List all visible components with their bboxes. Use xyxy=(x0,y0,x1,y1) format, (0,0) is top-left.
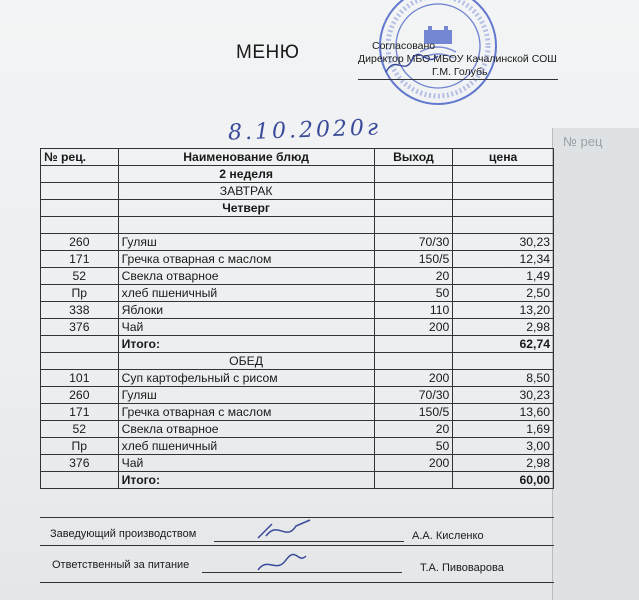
table-row xyxy=(41,455,554,472)
table-row xyxy=(41,404,554,421)
responsible-label: Ответственный за питание xyxy=(52,559,190,571)
recipe-code: Пр xyxy=(41,438,119,455)
dish-output: 150/5 xyxy=(374,404,453,421)
dish-name: Чай xyxy=(118,319,374,336)
dish-name: Яблоки xyxy=(118,302,374,319)
col-header-code: № рец. xyxy=(41,149,119,166)
recipe-code: 338 xyxy=(41,302,119,319)
dish-output: 200 xyxy=(374,370,453,387)
manager-label: Заведующий производством xyxy=(50,528,197,540)
recipe-code: Пр xyxy=(41,285,119,302)
meal-lunch-label: ОБЕД xyxy=(118,353,374,370)
week-row xyxy=(41,166,554,183)
recipe-code: 171 xyxy=(41,404,119,421)
recipe-code: 260 xyxy=(41,387,119,404)
breakfast-total-value: 62,74 xyxy=(453,336,554,353)
table-row xyxy=(41,268,554,285)
dish-price: 13,20 xyxy=(453,302,554,319)
recipe-code: 376 xyxy=(41,319,119,336)
table-row xyxy=(41,251,554,268)
dish-price: 1,69 xyxy=(453,421,554,438)
table-row xyxy=(41,438,554,455)
lunch-total-value: 60,00 xyxy=(453,472,554,489)
breakfast-total-label: Итого: xyxy=(118,336,374,353)
dish-output: 110 xyxy=(374,302,453,319)
approval-director: Директор МБО МБОУ Качалинской СОШ xyxy=(358,53,557,65)
dish-output: 200 xyxy=(374,319,453,336)
dish-name: Гуляш xyxy=(118,387,374,404)
approval-agreed: Согласовано xyxy=(372,40,436,52)
dish-price: 1,49 xyxy=(453,268,554,285)
table-row xyxy=(41,319,554,336)
table-row xyxy=(41,387,554,404)
footer-bottom-line xyxy=(40,582,554,583)
table-header-row xyxy=(41,149,554,166)
responsible-name: Т.А. Пивоварова xyxy=(420,562,504,574)
page-title: МЕНЮ xyxy=(236,42,300,63)
responsible-signature xyxy=(252,548,312,578)
dish-price: 13,60 xyxy=(453,404,554,421)
recipe-code: 52 xyxy=(41,268,119,285)
breakfast-total-row xyxy=(41,336,554,353)
dish-output: 20 xyxy=(374,421,453,438)
adjacent-sheet xyxy=(552,128,639,600)
handwritten-date: 8.10.2020г xyxy=(227,115,382,146)
recipe-code: 260 xyxy=(41,234,119,251)
dish-price: 12,34 xyxy=(453,251,554,268)
manager-name: А.А. Кисленко xyxy=(412,530,484,542)
approval-underline xyxy=(358,79,558,80)
dish-name: Суп картофельный с рисом xyxy=(118,370,374,387)
director-signature xyxy=(382,50,442,78)
dish-name: Свекла отварное xyxy=(118,268,374,285)
dish-output: 70/30 xyxy=(374,387,453,404)
lunch-total-row xyxy=(41,472,554,489)
dish-price: 2,50 xyxy=(453,285,554,302)
manager-signature xyxy=(252,514,316,546)
week-label: 2 неделя xyxy=(118,166,374,183)
dish-price: 30,23 xyxy=(453,387,554,404)
recipe-code: 52 xyxy=(41,421,119,438)
recipe-code: 376 xyxy=(41,455,119,472)
lunch-total-label: Итого: xyxy=(118,472,374,489)
dish-output: 50 xyxy=(374,438,453,455)
recipe-code: 171 xyxy=(41,251,119,268)
dish-name: Свекла отварное xyxy=(118,421,374,438)
day-label: Четверг xyxy=(118,200,374,217)
dish-name: Гуляш xyxy=(118,234,374,251)
dish-output: 200 xyxy=(374,455,453,472)
table-row xyxy=(41,421,554,438)
dish-name: Гречка отварная с маслом xyxy=(118,404,374,421)
col-header-output: Выход xyxy=(374,149,453,166)
dish-output: 150/5 xyxy=(374,251,453,268)
dish-price: 2,98 xyxy=(453,319,554,336)
footer-row-line xyxy=(40,545,554,546)
day-row xyxy=(41,200,554,217)
menu-table xyxy=(40,148,554,489)
meal-breakfast-row xyxy=(41,183,554,200)
dish-output: 70/30 xyxy=(374,234,453,251)
col-header-price: цена xyxy=(453,149,554,166)
table-row xyxy=(41,234,554,251)
dish-name: хлеб пшеничный xyxy=(118,438,374,455)
dish-price: 3,00 xyxy=(453,438,554,455)
dish-name: Гречка отварная с маслом xyxy=(118,251,374,268)
dish-price: 2,98 xyxy=(453,455,554,472)
dish-name: Чай xyxy=(118,455,374,472)
meal-breakfast-label: ЗАВТРАК xyxy=(118,183,374,200)
dish-output: 50 xyxy=(374,285,453,302)
dish-name: хлеб пшеничный xyxy=(118,285,374,302)
meal-lunch-row xyxy=(41,353,554,370)
table-row xyxy=(41,285,554,302)
adjacent-sheet-header: № рец xyxy=(563,134,603,149)
approval-signer: Г.М. Голубь xyxy=(432,66,488,78)
dish-price: 30,23 xyxy=(453,234,554,251)
table-row xyxy=(41,370,554,387)
col-header-name: Наименование блюд xyxy=(118,149,374,166)
dish-price: 8,50 xyxy=(453,370,554,387)
recipe-code: 101 xyxy=(41,370,119,387)
table-row xyxy=(41,302,554,319)
dish-output: 20 xyxy=(374,268,453,285)
spacer-row xyxy=(41,217,554,234)
